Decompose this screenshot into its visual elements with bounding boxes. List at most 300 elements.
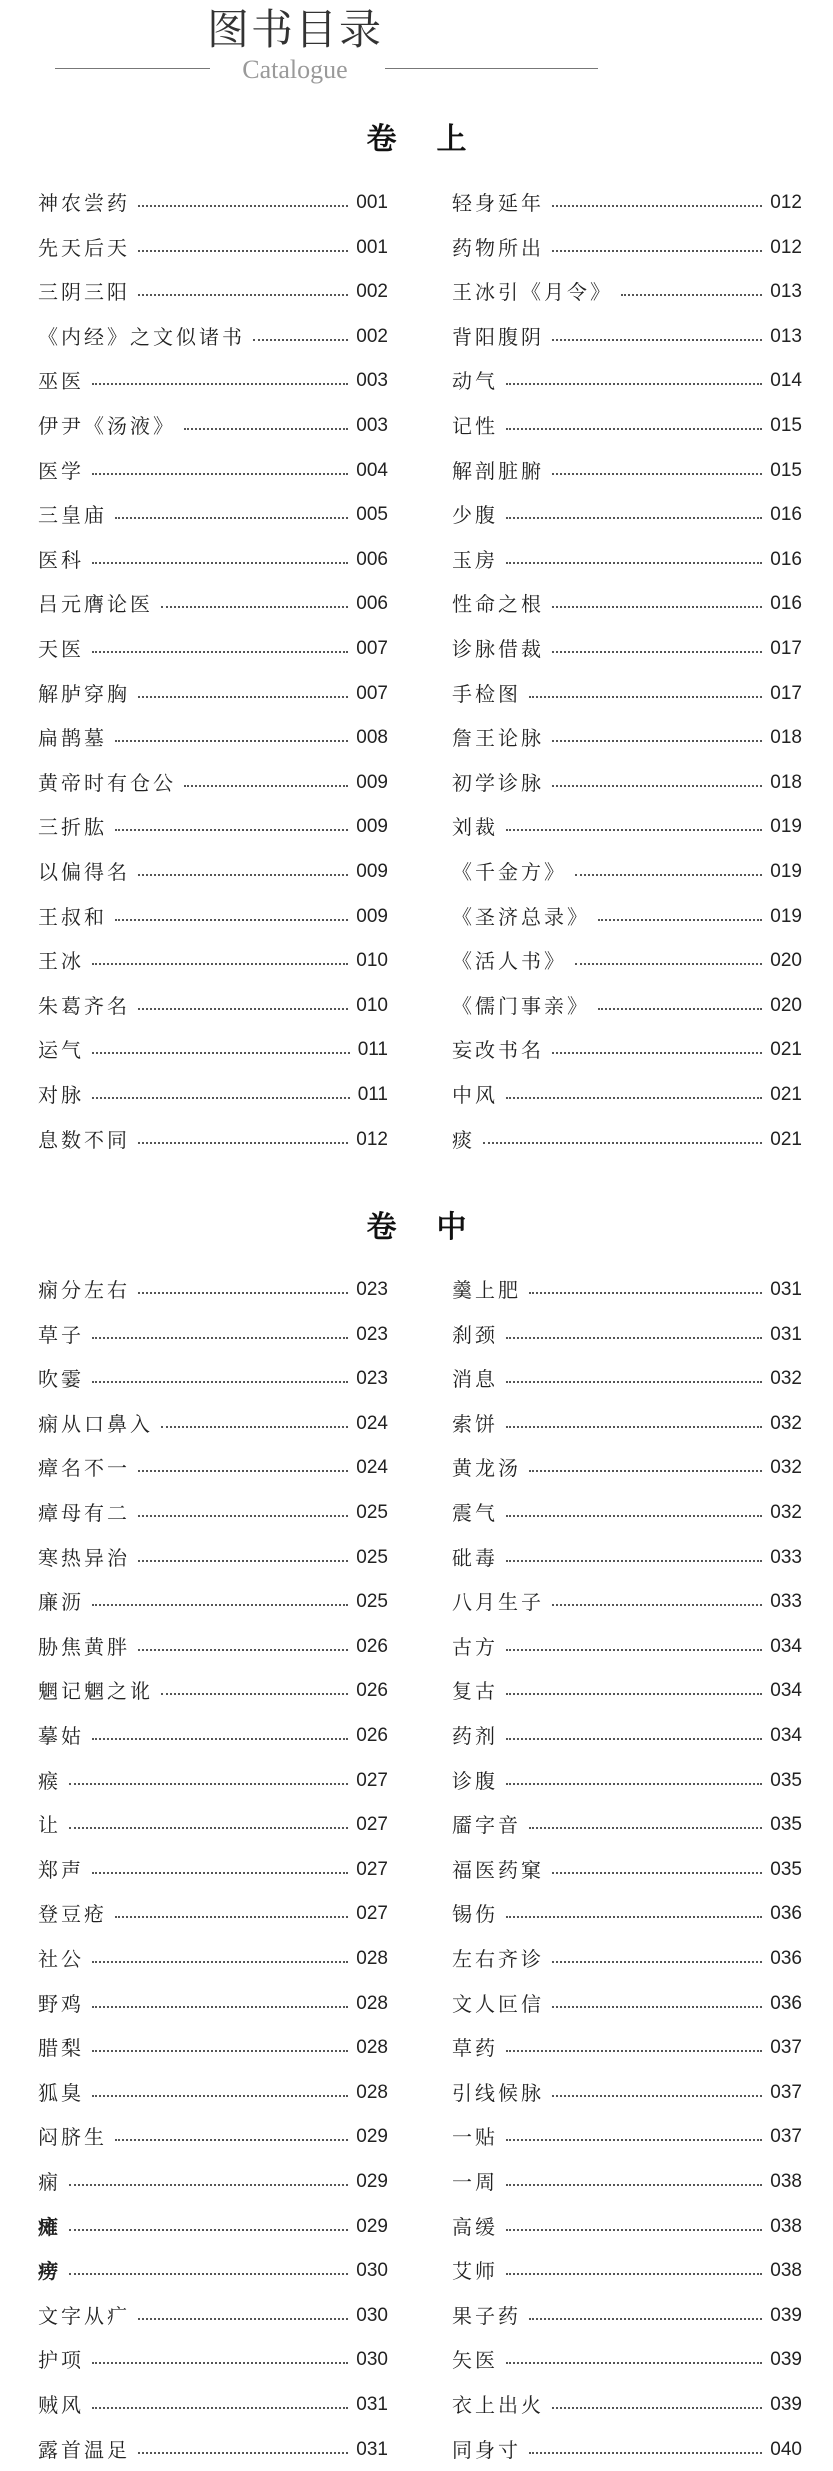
- toc-entry[interactable]: [452, 946, 802, 976]
- toc-entry[interactable]: [38, 946, 388, 976]
- toc-entry[interactable]: [38, 857, 388, 887]
- entry-title: 《活人书》: [452, 949, 567, 974]
- toc-entry[interactable]: [38, 1320, 388, 1350]
- entry-page-number: 025: [356, 1546, 388, 1568]
- toc-entry[interactable]: [452, 456, 802, 486]
- dot-leader: [506, 2050, 762, 2052]
- toc-entry[interactable]: [38, 1587, 388, 1617]
- entry-title: 先天后天: [38, 235, 130, 260]
- toc-entry[interactable]: [452, 2212, 802, 2242]
- toc-entry[interactable]: [452, 1810, 802, 1840]
- entry-page-number: 026: [356, 1680, 388, 1702]
- entry-title: 解剖脏腑: [452, 458, 544, 483]
- toc-entry[interactable]: [38, 1275, 388, 1305]
- entry-page-number: 029: [356, 2126, 388, 2148]
- toc-entry[interactable]: [38, 589, 388, 619]
- entry-page-number: 017: [770, 638, 802, 659]
- toc-entry[interactable]: [452, 366, 802, 396]
- entry-page-number: 023: [356, 1368, 388, 1390]
- entry-page-number: 006: [356, 593, 388, 615]
- dot-leader: [138, 874, 348, 876]
- entry-title: 果子药: [452, 2303, 521, 2328]
- entry-title: 廉沥: [38, 1590, 84, 1615]
- dot-leader: [552, 2095, 762, 2097]
- dot-leader: [575, 963, 762, 965]
- toc-entry[interactable]: [38, 411, 388, 441]
- dot-leader: [506, 517, 762, 519]
- entry-title: 记性: [452, 414, 498, 438]
- entry-page-number: 021: [770, 1084, 802, 1105]
- entry-page-number: 012: [770, 236, 802, 258]
- entry-page-number: 028: [356, 1992, 388, 2014]
- entry-page-number: 037: [770, 2081, 802, 2103]
- dot-leader: [552, 250, 762, 252]
- header-rule-right: [385, 68, 598, 69]
- entry-title: 医科: [38, 547, 84, 572]
- toc-entry[interactable]: [38, 1766, 388, 1796]
- entry-page-number: 029: [356, 2171, 388, 2192]
- toc-entry[interactable]: [38, 1676, 388, 1706]
- toc-entry[interactable]: [452, 1989, 802, 2019]
- toc-entry[interactable]: [38, 902, 388, 932]
- entry-title: 中风: [452, 1083, 498, 1107]
- toc-entry[interactable]: [452, 812, 802, 842]
- toc-entry[interactable]: [452, 1899, 802, 1929]
- dot-leader: [161, 1693, 348, 1695]
- dot-leader: [184, 428, 348, 430]
- entry-page-number: 033: [770, 1591, 802, 1613]
- entry-page-number: 037: [770, 2126, 802, 2148]
- toc-entry[interactable]: [452, 2390, 802, 2420]
- toc-entry[interactable]: [38, 2212, 388, 2242]
- entry-page-number: 039: [770, 2304, 802, 2326]
- entry-title: 引线候脉: [452, 2080, 544, 2105]
- entry-title: 王冰引《月令》: [452, 280, 613, 305]
- dot-leader: [506, 562, 762, 564]
- toc-entry[interactable]: [452, 2435, 802, 2465]
- entry-page-number: 005: [356, 504, 388, 526]
- entry-title: 文字从疒: [38, 2303, 130, 2328]
- entry-title: 痰: [452, 1127, 475, 1152]
- entry-page-number: 009: [356, 861, 388, 882]
- page-subtitle: Catalogue: [242, 55, 348, 84]
- dot-leader: [552, 740, 762, 742]
- dot-leader: [138, 1470, 348, 1472]
- toc-entry[interactable]: [38, 1944, 388, 1974]
- entry-page-number: 038: [770, 2260, 802, 2282]
- section-title-text: 卷上: [366, 122, 507, 157]
- toc-entry[interactable]: [38, 2167, 388, 2197]
- dot-leader: [529, 1827, 762, 1829]
- toc-entry[interactable]: [452, 322, 802, 352]
- entry-page-number: 027: [356, 1903, 388, 1925]
- entry-page-number: 036: [770, 1948, 802, 1969]
- toc-entry[interactable]: [38, 991, 388, 1021]
- entry-title: 《内经》之文似诸书: [38, 324, 245, 349]
- toc-entry[interactable]: [38, 1364, 388, 1394]
- toc-entry[interactable]: [38, 2390, 388, 2420]
- toc-entry[interactable]: [452, 857, 802, 887]
- entry-title: 巫医: [38, 369, 84, 394]
- toc-entry[interactable]: [452, 1498, 802, 1528]
- entry-title: 艾师: [452, 2259, 498, 2284]
- entry-page-number: 030: [356, 2349, 388, 2371]
- toc-entry[interactable]: [452, 723, 802, 753]
- dot-leader: [138, 1292, 348, 1294]
- dot-leader: [506, 829, 762, 831]
- dot-leader: [92, 1052, 350, 1054]
- toc-entry[interactable]: [38, 1409, 388, 1439]
- entry-page-number: 036: [770, 1992, 802, 2014]
- entry-page-number: 021: [770, 1039, 802, 1061]
- section-title: [0, 1210, 833, 1246]
- toc-entry[interactable]: [452, 1543, 802, 1573]
- dot-leader: [598, 919, 762, 921]
- toc-entry[interactable]: [38, 1125, 388, 1155]
- dot-leader: [506, 1337, 762, 1339]
- entry-title: 闷脐生: [38, 2125, 107, 2150]
- entry-title: 露首温足: [38, 2437, 130, 2462]
- entry-title: 少腹: [452, 503, 498, 528]
- toc-entry[interactable]: [38, 1899, 388, 1929]
- dot-leader: [92, 2362, 348, 2364]
- entry-title: 靥字音: [452, 1813, 521, 1838]
- entry-page-number: 035: [770, 1858, 802, 1880]
- dot-leader: [506, 1738, 762, 1740]
- entry-title: 狐臭: [38, 2080, 84, 2105]
- dot-leader: [506, 2139, 762, 2141]
- toc-entry[interactable]: [38, 233, 388, 263]
- dot-leader: [253, 339, 348, 341]
- dot-leader: [506, 1783, 762, 1785]
- entry-page-number: 016: [770, 504, 802, 526]
- toc-entry[interactable]: [452, 1721, 802, 1751]
- entry-page-number: 026: [356, 1635, 388, 1657]
- entry-page-number: 019: [770, 816, 802, 838]
- dot-leader: [506, 1515, 762, 1517]
- toc-entry[interactable]: [38, 2078, 388, 2108]
- toc-entry[interactable]: [452, 1035, 802, 1065]
- entry-page-number: 031: [356, 2394, 388, 2415]
- toc-entry[interactable]: [452, 1080, 802, 1110]
- header-rule-left: [55, 68, 210, 69]
- toc-entry[interactable]: [38, 1989, 388, 2019]
- toc-entry[interactable]: [38, 1721, 388, 1751]
- entry-title: 古方: [452, 1634, 498, 1659]
- entry-title: 吹霎: [38, 1367, 84, 1392]
- toc-entry[interactable]: [38, 1855, 388, 1885]
- toc-entry[interactable]: [452, 545, 802, 575]
- toc-entry[interactable]: [38, 679, 388, 709]
- entry-title: 复古: [452, 1679, 498, 1704]
- entry-page-number: 032: [770, 1368, 802, 1390]
- dot-leader: [69, 2229, 348, 2231]
- entry-title: 息数不同: [38, 1127, 130, 1152]
- dot-leader: [92, 1604, 348, 1606]
- dot-leader: [92, 1097, 350, 1099]
- entry-title: 野鸡: [38, 1991, 84, 2016]
- toc-entry[interactable]: [452, 1320, 802, 1350]
- toc-entry[interactable]: [38, 1453, 388, 1483]
- entry-title: 高缓: [452, 2214, 498, 2239]
- dot-leader: [552, 606, 762, 608]
- toc-entry[interactable]: [452, 679, 802, 709]
- toc-entry[interactable]: [38, 500, 388, 530]
- dot-leader: [552, 205, 762, 207]
- toc-entry[interactable]: [38, 277, 388, 307]
- entry-title: 同身寸: [452, 2437, 521, 2462]
- dot-leader: [138, 1649, 348, 1651]
- entry-title: 瘫: [38, 2214, 61, 2239]
- toc-entry[interactable]: [452, 277, 802, 307]
- entry-page-number: 002: [356, 325, 388, 347]
- toc-entry[interactable]: [38, 188, 388, 218]
- entry-page-number: 024: [356, 1457, 388, 1479]
- toc-entry[interactable]: [452, 589, 802, 619]
- toc-entry[interactable]: [38, 723, 388, 753]
- toc-entry[interactable]: [452, 634, 802, 664]
- toc-entry[interactable]: [452, 1676, 802, 1706]
- entry-title: 黄龙汤: [452, 1456, 521, 1481]
- toc-entry[interactable]: [452, 2122, 802, 2152]
- entry-page-number: 023: [356, 1279, 388, 1300]
- dot-leader: [529, 2318, 762, 2320]
- entry-title: 三折肱: [38, 815, 107, 840]
- entry-page-number: 033: [770, 1546, 802, 1568]
- entry-title: 瘴名不一: [38, 1456, 130, 1481]
- entry-page-number: 007: [356, 638, 388, 659]
- entry-title: 郑声: [38, 1857, 84, 1882]
- entry-title: 初学诊脉: [452, 770, 544, 795]
- entry-page-number: 035: [770, 1814, 802, 1836]
- dot-leader: [552, 1961, 762, 1963]
- entry-title: 对脉: [38, 1083, 84, 1107]
- toc-entry[interactable]: [38, 1810, 388, 1840]
- toc-entry[interactable]: [452, 1364, 802, 1394]
- entry-title: 寒热异治: [38, 1545, 130, 1570]
- toc-entry[interactable]: [452, 1275, 802, 1305]
- entry-page-number: 039: [770, 2349, 802, 2371]
- entry-page-number: 034: [770, 1635, 802, 1657]
- entry-page-number: 010: [356, 950, 388, 972]
- dot-leader: [506, 428, 762, 430]
- entry-title: 震气: [452, 1501, 498, 1525]
- entry-page-number: 025: [356, 1591, 388, 1613]
- entry-title: 《千金方》: [452, 860, 567, 884]
- toc-entry[interactable]: [38, 1543, 388, 1573]
- entry-page-number: 027: [356, 1769, 388, 1791]
- toc-entry[interactable]: [38, 634, 388, 664]
- entry-title: 伊尹《汤液》: [38, 414, 176, 438]
- dot-leader: [92, 1738, 348, 1740]
- dot-leader: [552, 2407, 762, 2409]
- toc-entry[interactable]: [452, 1944, 802, 1974]
- dot-leader: [161, 606, 348, 608]
- dot-leader: [92, 562, 348, 564]
- toc-entry[interactable]: [452, 1125, 802, 1155]
- entry-title: 痫从口鼻入: [38, 1411, 153, 1436]
- entry-page-number: 016: [770, 593, 802, 615]
- entry-title: 背阳腹阴: [452, 324, 544, 349]
- entry-title: 索饼: [452, 1411, 498, 1436]
- dot-leader: [92, 473, 348, 475]
- entry-title: 腊梨: [38, 2036, 84, 2061]
- toc-entry[interactable]: [452, 500, 802, 530]
- toc-entry[interactable]: [452, 1453, 802, 1483]
- toc-entry[interactable]: [38, 1035, 388, 1065]
- entry-page-number: 032: [770, 1412, 802, 1434]
- entry-page-number: 024: [356, 1412, 388, 1434]
- toc-entry[interactable]: [452, 233, 802, 263]
- entry-title: 消息: [452, 1367, 498, 1392]
- dot-leader: [552, 651, 762, 653]
- entry-page-number: 004: [356, 459, 388, 481]
- entry-page-number: 029: [356, 2215, 388, 2237]
- entry-title: 运气: [38, 1038, 84, 1063]
- dot-leader: [552, 339, 762, 341]
- dot-leader: [506, 1097, 762, 1099]
- entry-title: 神农尝药: [38, 191, 130, 215]
- toc-entry[interactable]: [38, 1498, 388, 1528]
- dot-leader: [506, 1381, 762, 1383]
- entry-page-number: 018: [770, 771, 802, 793]
- toc-entry[interactable]: [452, 1587, 802, 1617]
- entry-title: 诊腹: [452, 1768, 498, 1793]
- entry-page-number: 002: [356, 281, 388, 303]
- dot-leader: [69, 2273, 348, 2275]
- entry-title: 八月生子: [452, 1590, 544, 1615]
- toc-entry[interactable]: [452, 902, 802, 932]
- entry-page-number: 040: [770, 2438, 802, 2460]
- dot-leader: [506, 2184, 762, 2186]
- toc-entry[interactable]: [452, 188, 802, 218]
- entry-title: 王叔和: [38, 904, 107, 929]
- toc-entry[interactable]: [38, 1632, 388, 1662]
- entry-page-number: 020: [770, 994, 802, 1016]
- toc-entry[interactable]: [38, 1080, 388, 1110]
- dot-leader: [184, 785, 348, 787]
- entry-title: 让: [38, 1813, 61, 1838]
- dot-leader: [115, 1916, 348, 1918]
- entry-title: 痨: [38, 2259, 61, 2284]
- entry-title: 矢医: [452, 2348, 498, 2373]
- entry-title: 刹颈: [452, 1322, 498, 1347]
- dot-leader: [115, 517, 348, 519]
- entry-title: 詹王论脉: [452, 726, 544, 751]
- entry-title: 以偏得名: [38, 860, 130, 884]
- dot-leader: [552, 473, 762, 475]
- entry-page-number: 020: [770, 950, 802, 972]
- toc-entry[interactable]: [452, 768, 802, 798]
- entry-title: 草药: [452, 2036, 498, 2061]
- dot-leader: [138, 2452, 348, 2454]
- toc-entry[interactable]: [452, 2167, 802, 2197]
- entry-title: 痫分左右: [38, 1278, 130, 1302]
- dot-leader: [138, 1515, 348, 1517]
- entry-page-number: 016: [770, 548, 802, 570]
- toc-entry[interactable]: [38, 2033, 388, 2063]
- toc-entry[interactable]: [38, 456, 388, 486]
- entry-page-number: 039: [770, 2394, 802, 2415]
- dot-leader: [529, 2452, 762, 2454]
- entry-title: 药剂: [452, 1724, 498, 1748]
- entry-title: 妄改书名: [452, 1038, 544, 1063]
- toc-entry[interactable]: [38, 2256, 388, 2286]
- entry-page-number: 013: [770, 325, 802, 347]
- entry-page-number: 038: [770, 2215, 802, 2237]
- toc-entry[interactable]: [38, 2301, 388, 2331]
- dot-leader: [138, 2318, 348, 2320]
- dot-leader: [529, 1292, 762, 1294]
- toc-entry[interactable]: [452, 991, 802, 1021]
- entry-page-number: 008: [356, 727, 388, 749]
- entry-page-number: 038: [770, 2171, 802, 2192]
- dot-leader: [575, 874, 762, 876]
- toc-entry[interactable]: [38, 812, 388, 842]
- entry-page-number: 037: [770, 2037, 802, 2059]
- entry-page-number: 012: [356, 1128, 388, 1150]
- toc-entry[interactable]: [452, 2345, 802, 2375]
- entry-title: 玉房: [452, 547, 498, 572]
- toc-entry[interactable]: [452, 1766, 802, 1796]
- dot-leader: [552, 785, 762, 787]
- entry-title: 《儒门事亲》: [452, 993, 590, 1018]
- entry-title: 医学: [38, 458, 84, 483]
- dot-leader: [138, 250, 348, 252]
- dot-leader: [552, 1052, 762, 1054]
- dot-leader: [138, 205, 348, 207]
- dot-leader: [115, 740, 348, 742]
- entry-title: 一贴: [452, 2125, 498, 2150]
- entry-page-number: 001: [356, 236, 388, 258]
- dot-leader: [92, 1872, 348, 1874]
- entry-title: 黄帝时有仓公: [38, 770, 176, 795]
- page-title: 图书目录: [206, 5, 383, 54]
- toc-entry[interactable]: [452, 1855, 802, 1885]
- toc-entry[interactable]: [38, 2122, 388, 2152]
- dot-leader: [92, 2006, 348, 2008]
- dot-leader: [506, 1916, 762, 1918]
- entry-page-number: 007: [356, 682, 388, 704]
- toc-entry[interactable]: [38, 322, 388, 352]
- dot-leader: [552, 1604, 762, 1606]
- toc-entry[interactable]: [38, 366, 388, 396]
- toc-entry[interactable]: [452, 2301, 802, 2331]
- dot-leader: [92, 1961, 348, 1963]
- entry-title: 左右齐诊: [452, 1947, 544, 1971]
- dot-leader: [138, 1560, 348, 1562]
- dot-leader: [506, 1560, 762, 1562]
- toc-entry[interactable]: [38, 2435, 388, 2465]
- dot-leader: [506, 1426, 762, 1428]
- toc-entry[interactable]: [38, 768, 388, 798]
- toc-entry[interactable]: [452, 2033, 802, 2063]
- toc-entry[interactable]: [452, 2078, 802, 2108]
- dot-leader: [138, 696, 348, 698]
- toc-entry[interactable]: [452, 1409, 802, 1439]
- toc-entry[interactable]: [38, 2345, 388, 2375]
- entry-title: 三阴三阳: [38, 280, 130, 305]
- entry-page-number: 009: [356, 905, 388, 927]
- toc-entry[interactable]: [452, 2256, 802, 2286]
- toc-entry[interactable]: [38, 545, 388, 575]
- toc-entry[interactable]: [452, 411, 802, 441]
- entry-page-number: 015: [770, 459, 802, 481]
- dot-leader: [506, 1649, 762, 1651]
- entry-page-number: 030: [356, 2304, 388, 2326]
- entry-page-number: 032: [770, 1502, 802, 1523]
- toc-entry[interactable]: [452, 1632, 802, 1662]
